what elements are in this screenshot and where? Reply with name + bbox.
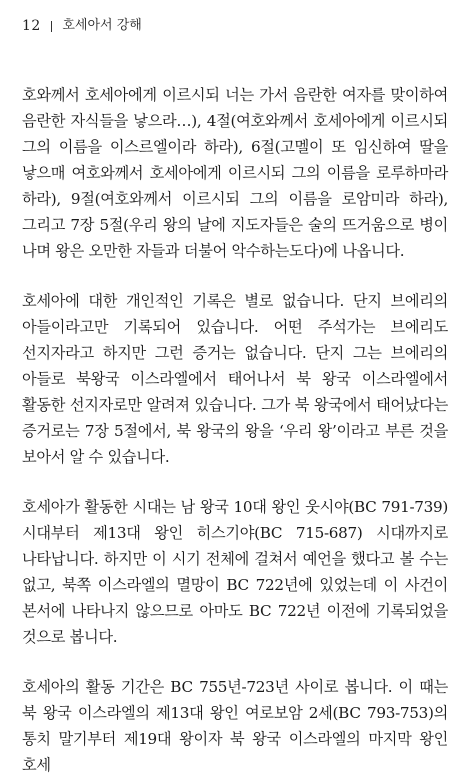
paragraph-3: 호세아가 활동한 시대는 남 왕국 10대 왕인 웃시야(BC 791-739) 시대부터 제13대 왕인 히스기야(BC 715-687) 시대까지로 나타납니다. 하지만 이 시기 전체에 걸쳐서 예언을 했다고 볼 수는 없고, 북쪽 이스라엘의 멸망이 BC 722년에 있었는데 이 사건이 본서에 나타나지 않으므로 아마도 BC 722년 이전에 기록되었을 것으로 봅니다. xyxy=(22,498,448,646)
paragraph-4: 호세아의 활동 기간은 BC 755년-723년 사이로 봅니다. 이 때는 북 왕국 이스라엘의 제13대 왕인 여로보암 2세(BC 793-753)의 통치 말기부터 제19대 왕이자 북 왕국 이스라엘의 마지막 왕인 호세 xyxy=(22,678,448,774)
page-number: 12 xyxy=(22,18,41,34)
page-header xyxy=(22,18,142,34)
paragraph-1: 호와께서 호세아에게 이르시되 너는 가서 음란한 여자를 맞이하여 음란한 자식들을 낳으라…), 4절(여호와께서 호세아에게 이르시되 그의 이름을 이스르엘이라 하라), 6절(고멜이 또 임신하여 딸을 낳으매 여호와께서 호세아에게 이르시되 그의 이름을 로루하마라 하라), 9절(여호와께서 이르시되 그의 이름을 로암미라 하라), 그리고 7장 5절(우리 왕의 날에 지도자들은 술의 뜨거움으로 병이 나며 왕은 오만한 자들과 더불어 악수하는도다)에 나옵니다. xyxy=(22,86,448,260)
header-divider xyxy=(51,21,53,32)
body-text xyxy=(22,82,448,778)
paragraph-2: 호세아에 대한 개인적인 기록은 별로 없습니다. 단지 브에리의 아들이라고만 기록되어 있습니다. 어떤 주석가는 브에리도 선지자라고 하지만 그런 증거는 없습니다. 단지 그는 브에리의 아들로 북왕국 이스라엘에서 태어나서 북 왕국 이스라엘에서 활동한 선지자로만 알려져 있습니다. 그가 북 왕국에서 태어났다는 증거로는 7장 5절에서, 북 왕국의 왕을 ‘우리 왕’이라고 부른 것을 보아서 알 수 있습니다. xyxy=(22,292,448,466)
running-title: 호세아서 강해 xyxy=(62,18,142,33)
